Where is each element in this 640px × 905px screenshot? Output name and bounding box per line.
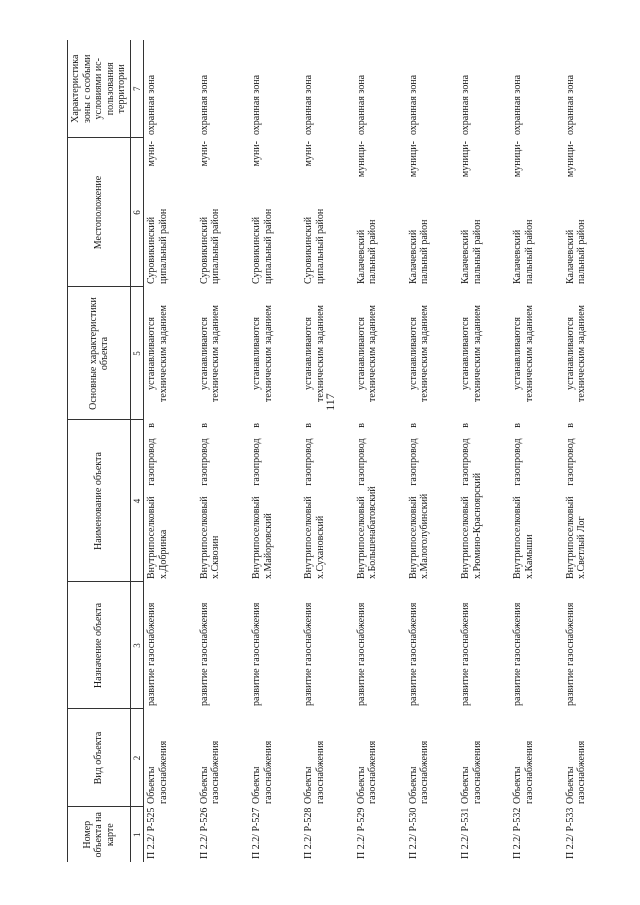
object-name-cell — [563, 420, 615, 582]
object-name-line: х.Светлый Лог — [576, 516, 588, 579]
column-number: 6 — [131, 138, 144, 287]
object-location-line: ципальный район — [157, 208, 169, 284]
header-type: Вид объекта — [68, 709, 131, 807]
object-zone-cell: охранная зона — [251, 74, 263, 135]
object-purpose-cell: развитие газоснабжения — [198, 602, 210, 706]
table-row — [406, 40, 458, 862]
object-number-cell: П 2.2/ Р-533 — [564, 807, 576, 859]
object-name-line: х.Сквозин — [210, 535, 222, 579]
object-type-cell: Объекты газоснабжения — [407, 740, 431, 804]
column-number: 5 — [131, 287, 144, 420]
table-row — [510, 40, 562, 862]
header-zone: Характеристика зоны с особыми условиями ис-пользования территории — [68, 40, 131, 138]
object-location-cell — [458, 138, 510, 287]
table-body — [144, 40, 616, 862]
table-row — [249, 40, 301, 862]
object-location-line: Суровикинский муни- — [251, 141, 263, 284]
object-zone-cell: охранная зона — [303, 74, 315, 135]
object-number-cell: П 2.2/ Р-526 — [198, 807, 210, 859]
object-purpose-cell: развитие газоснабжения — [460, 602, 472, 706]
object-type-cell: Объекты газоснабжения — [512, 740, 535, 804]
object-location-cell — [197, 138, 249, 287]
object-name-line: Внутрипоселковый газопровод в — [460, 423, 472, 579]
object-number-cell: П 2.2/ Р-532 — [512, 807, 524, 859]
object-type-cell: Объекты газоснабжения — [564, 740, 588, 804]
object-number-cell: П 2.2/ Р-527 — [251, 807, 263, 859]
object-number-cell: П 2.2/ Р-530 — [407, 807, 419, 859]
object-location-line: Суровикинский муни- — [303, 141, 315, 284]
object-location-cell — [563, 138, 615, 287]
object-type-cell: Объекты газоснабжения — [303, 740, 326, 804]
object-location-line: Калачевский муници- — [564, 141, 576, 284]
object-location-line: пальный район — [419, 219, 431, 284]
object-location-line: пальный район — [523, 219, 535, 284]
object-location-line: ципальный район — [210, 208, 222, 284]
object-name-line: Внутрипоселковый газопровод в — [564, 423, 576, 579]
object-characteristics-cell: устанавливаются техническим заданием — [512, 305, 535, 402]
object-purpose-cell: развитие газоснабжения — [251, 602, 263, 706]
header-characteristics: Основные характеристики объекта — [68, 287, 131, 420]
object-type-cell: Объекты газоснабжения — [146, 740, 169, 804]
object-characteristics-cell: устанавливаются техническим заданием — [303, 305, 326, 402]
object-purpose-cell: развитие газоснабжения — [512, 602, 524, 706]
object-location-cell — [249, 138, 301, 287]
object-name-cell — [406, 420, 458, 582]
object-name-line: Внутрипоселковый газопровод в — [355, 423, 367, 579]
column-number: 4 — [131, 420, 144, 582]
object-name-line: Внутрипоселковый газопровод в — [198, 423, 210, 579]
object-name-line: х.Рюмино-Красноярский — [471, 472, 483, 579]
object-location-line: ципальный район — [314, 208, 326, 284]
object-location-line: Калачевский муници- — [355, 141, 367, 284]
object-location-line: пальный район — [367, 219, 379, 284]
object-name-line: Внутрипоселковый газопровод в — [146, 423, 157, 579]
object-name-line: х.Малоголубинский — [419, 493, 431, 579]
object-characteristics-cell: устанавливаются техническим заданием — [198, 305, 222, 402]
object-type-cell: Объекты газоснабжения — [251, 740, 274, 804]
object-name-cell — [354, 420, 406, 582]
object-location-line: пальный район — [471, 219, 483, 284]
table-header-row — [68, 40, 131, 862]
header-purpose: Назначение объекта — [68, 582, 131, 709]
object-name-cell — [144, 420, 197, 582]
object-number-cell: П 2.2/ Р-531 — [460, 807, 472, 859]
object-purpose-cell: развитие газоснабжения — [146, 602, 157, 706]
column-number: 2 — [131, 709, 144, 807]
column-number: 7 — [131, 40, 144, 138]
object-name-line: х.Сухановский — [314, 515, 326, 579]
object-characteristics-cell: устанавливаются техническим заданием — [355, 305, 379, 402]
object-number-cell: П 2.2/ Р-529 — [355, 807, 367, 859]
object-name-cell — [249, 420, 301, 582]
header-number: Номер объекта на карте — [68, 807, 131, 862]
object-characteristics-cell: устанавливаются техническим заданием — [251, 305, 274, 402]
column-number-row — [131, 40, 144, 862]
object-zone-cell: охранная зона — [512, 74, 524, 135]
object-location-line: ципальный район — [262, 208, 274, 284]
object-location-line: Калачевский муници- — [512, 141, 524, 284]
table-row — [458, 40, 510, 862]
object-name-line: х.Майоровский — [262, 513, 274, 579]
object-name-cell — [197, 420, 249, 582]
object-name-cell — [458, 420, 510, 582]
object-zone-cell: охранная зона — [146, 74, 157, 135]
object-location-line: Суровикинский муни- — [198, 141, 210, 284]
object-location-line: Калачевский муници- — [407, 141, 419, 284]
object-characteristics-cell: устанавливаются техническим заданием — [407, 305, 431, 402]
object-location-cell — [144, 138, 197, 287]
object-location-line: пальный район — [576, 219, 588, 284]
column-number: 3 — [131, 582, 144, 709]
header-name: Наименование объекта — [68, 420, 131, 582]
object-location-cell — [406, 138, 458, 287]
object-location-line: Калачевский муници- — [460, 141, 472, 284]
object-name-line: Внутрипоселковый газопровод в — [512, 423, 524, 579]
rotated-table-container — [67, 40, 615, 862]
object-name-cell — [301, 420, 353, 582]
object-type-cell: Объекты газоснабжения — [355, 740, 379, 804]
object-location-line: Суровикинский муни- — [146, 141, 157, 284]
object-purpose-cell: развитие газоснабжения — [407, 602, 419, 706]
table-row — [354, 40, 406, 862]
object-name-line: х.Камыши — [523, 534, 535, 579]
object-location-cell — [354, 138, 406, 287]
gas-objects-table — [67, 40, 615, 862]
object-location-cell — [301, 138, 353, 287]
object-purpose-cell: развитие газоснабжения — [564, 602, 576, 706]
table-row — [563, 40, 615, 862]
object-name-cell — [510, 420, 562, 582]
object-number-cell: П 2.2/ Р-528 — [303, 807, 315, 859]
object-type-cell: Объекты газоснабжения — [198, 740, 222, 804]
object-name-line: х.Большенабатовский — [367, 486, 379, 579]
table-row — [301, 40, 353, 862]
object-type-cell: Объекты газоснабжения — [460, 740, 483, 804]
header-location: Местоположение — [68, 138, 131, 287]
page-number: 117 — [323, 393, 337, 411]
object-characteristics-cell: устанавливаются техническим заданием — [146, 305, 169, 402]
object-zone-cell: охранная зона — [355, 74, 367, 135]
object-zone-cell: охранная зона — [198, 74, 210, 135]
object-characteristics-cell: устанавливаются техническим заданием — [564, 305, 588, 402]
table-row — [144, 40, 197, 862]
object-purpose-cell: развитие газоснабжения — [303, 602, 315, 706]
object-characteristics-cell: устанавливаются техническим заданием — [460, 305, 483, 402]
object-location-cell — [510, 138, 562, 287]
table-row — [197, 40, 249, 862]
object-zone-cell: охранная зона — [564, 74, 576, 135]
object-zone-cell: охранная зона — [460, 74, 472, 135]
object-zone-cell: охранная зона — [407, 74, 419, 135]
object-name-line: Внутрипоселковый газопровод в — [251, 423, 263, 579]
object-name-line: Внутрипоселковый газопровод в — [303, 423, 315, 579]
column-number: 1 — [131, 807, 144, 862]
object-number-cell: П 2.2/ Р-525 — [146, 807, 157, 859]
object-name-line: Внутрипоселковый газопровод в — [407, 423, 419, 579]
object-name-line: х.Добринка — [157, 529, 169, 579]
object-purpose-cell: развитие газоснабжения — [355, 602, 367, 706]
